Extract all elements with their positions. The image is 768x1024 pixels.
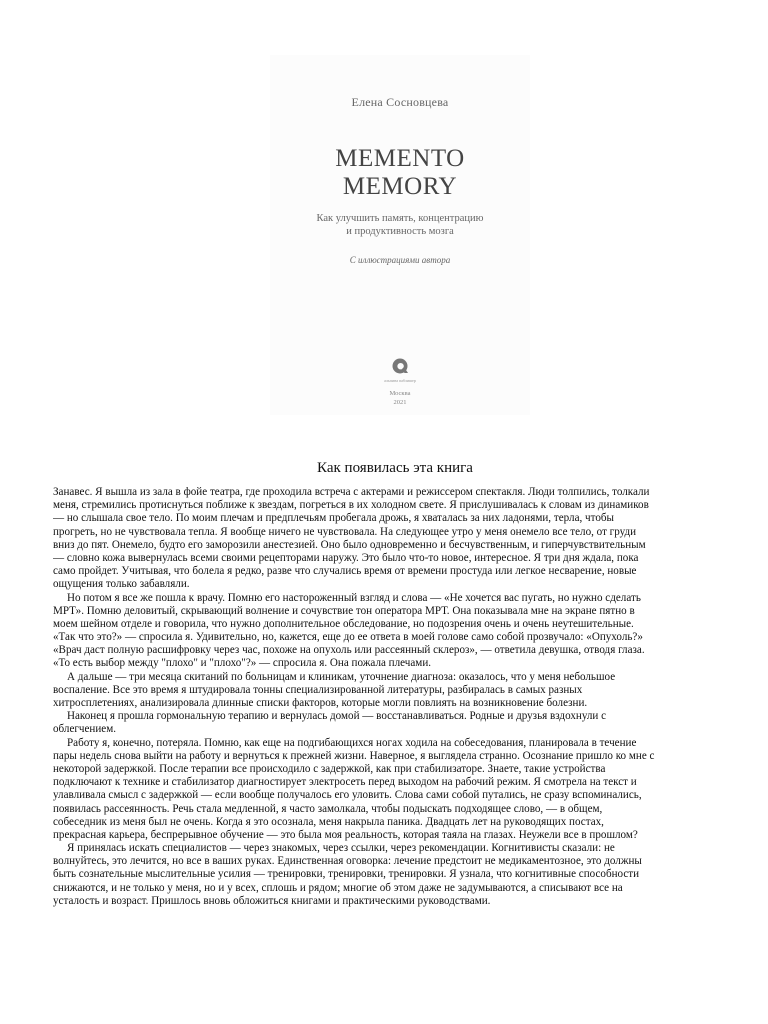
text-line: хитросплетениях, анализировала длинные списки факторов, которые могли повлиять на возникновение болезни.: [53, 697, 588, 709]
text-line: ощущения только забавляли.: [53, 578, 190, 591]
illustrations-note: С иллюстрациями автора: [349, 255, 451, 265]
author-name: Елена Сосновцева: [351, 95, 449, 109]
book-title-line-1: MEMENTO: [335, 145, 465, 172]
text-line: волнуйтесь, это лечится, но все в ваших руках. Единственная оговорка: лечение предстоит не медикаментозное, это должны: [53, 855, 642, 868]
text-line: некоторой задержкой. После терапии все происходило с задержкой, как при стабилизаторе. Знаете, такие устройства: [53, 762, 606, 775]
text-line: прекрасная карьера, беспрерывное обучение — это была моя реальность, которая таяла на глазах. Неужели все в прошлом?: [53, 828, 638, 841]
text-line: улавливала смысл с задержкой — если вообще получалось его уловить. Слова сами собой путались, не сразу вспоминались,: [53, 789, 642, 802]
text-line: подключают к технике и стабилизатор диагностирует электросеть перед выходом на рабочий режим. Я смотрела на текст и: [53, 776, 637, 789]
book-title-line-2: MEMORY: [342, 173, 458, 200]
text-line: быть сознательные мыслительные усилия — тренировки, тренировки, тренировки. Я узнала, что когнитивные способности: [53, 868, 640, 881]
text-line: снижаются, и не только у меня, но и у всех, сплошь и рядом; многие об этом даже не задумываются, а списывают все на: [53, 881, 623, 894]
text-line: облегчением.: [53, 723, 117, 736]
publication-year: 2021: [393, 399, 407, 406]
text-line: Но потом я все же пошла к врачу. Помню его настороженный взгляд и слова — «Не хочется вас пугать, но нужно сделать: [67, 591, 641, 604]
text-line: А дальше — три месяца скитаний по больницам и клиникам, уточнение диагноза: оказалось, что у меня небольшое: [67, 670, 616, 683]
text-line: «Так что это?» — спросила я. Удивительно, но, кажется, еще до ее ответа в моей голове само собой прозвучало: «Опухоль?»: [53, 631, 643, 644]
publisher-name: альпина паблишер: [384, 378, 416, 383]
text-line: Занавес. Я вышла из зала в фойе театра, где проходила встреча с актерами и режиссером спектакля. Люди толпились, толкали: [53, 486, 650, 498]
text-line: воспаление. Все это время я штудировала тонны специализированной литературы, разбиралась в самых разных: [53, 683, 583, 696]
chapter-body: [53, 486, 733, 908]
chapter-heading: Как появилась эта книга: [317, 460, 473, 476]
text-line: Я принялась искать специалистов — через знакомых, через ссылки, через рекомендации. Когнитивисты сказали: не: [67, 842, 615, 855]
text-line: Работу я, конечно, потеряла. Помню, как еще на подгибающихся ногах ходила на собеседования, планировала в течение: [67, 736, 637, 749]
text-line: меня, стремились протиснуться поближе к звездам, погреться в их холодном свете. Я прислушивалась к словам из динамиков: [53, 499, 649, 512]
text-line: МРТ». Помню деловитый, скрывающий волнение и сочувствие тон оператора МРТ. Она показывала мне на экране пятно в: [53, 604, 635, 617]
text-line: «Врач даст полную расшифровку через час, похоже на опухоль или рассеянный склероз», — ответила девушка, отводя глаза.: [53, 644, 645, 657]
text-line: само пройдет. Учитывая, что болела я редко, разве что случались время от времени простуда или легкое несварение, новые: [53, 565, 637, 578]
text-line: — словно кожа вывернулась всеми своими рецепторами наружу. Это было что-то новое, интересное. Я три дня ждала, пока: [53, 551, 639, 564]
text-line: «То есть выбор между "плохо" и "плохо"?» — спросила я. Она пожала плечами.: [53, 657, 432, 670]
text-line: пары недель снова выйти на работу и вернуться к прежней жизни. Наверное, я выглядела странно. Осознание пришло ко мне с: [53, 749, 655, 762]
text-line: вниз до пят. Онемело, будто его заморозили анестезией. Оно было одновременно и бесчувственным, и гиперчувствительным: [53, 538, 646, 551]
subtitle-line-2: и продуктивность мозга: [346, 226, 454, 237]
text-line: Наконец я прошла гормональную терапию и вернулась домой — восстанавливаться. Родные и друзья вздохнули с: [67, 710, 607, 723]
text-line: прогреть, но не чувствовала тепла. Я вообще ничего не чувствовала. На следующее утро у меня онемело все тело, от груди: [53, 525, 637, 538]
book-title: [270, 145, 530, 201]
text-line: собеседник из меня был не очень. Когда я это осознала, меня накрыла паника. Двадцать лет на руководящих постах,: [53, 815, 604, 828]
text-line: — но слышала свое тело. По моим плечам и предплечьям пробегала дрожь, я хваталась за них ладонями, терла, чтобы: [53, 512, 614, 525]
publication-city: Москва: [389, 390, 411, 397]
title-page: [270, 55, 530, 415]
text-line: усталость и возраст. Пришлось вновь обложиться книгами и практическими руководствами.: [53, 894, 491, 907]
text-line: моем шейном отделе и говорила, что нужно дополнительное обследование, но подозрения очень и очень неутешительные.: [53, 617, 634, 630]
subtitle-line-1: Как улучшить память, концентрацию: [316, 213, 484, 224]
book-subtitle: [270, 212, 530, 238]
text-line: появилась рассеянность. Речь стала медленной, я часто замолкала, чтобы подыскать подходящее слово, — в общем,: [53, 802, 603, 815]
